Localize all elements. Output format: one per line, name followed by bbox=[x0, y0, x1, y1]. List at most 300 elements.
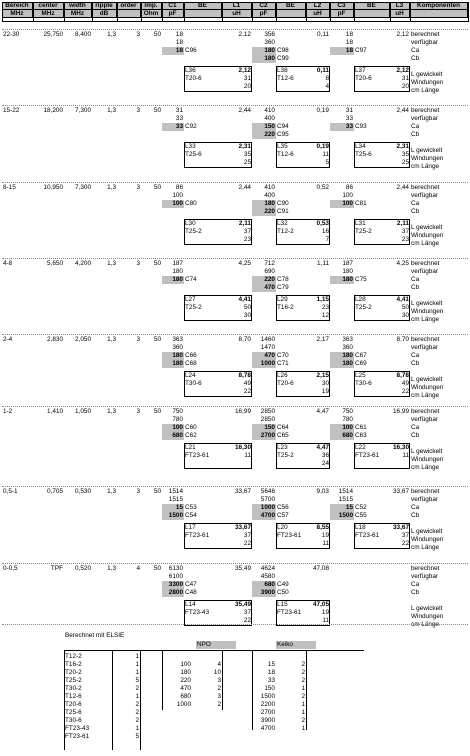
block-1-c2be-1: C95 bbox=[277, 131, 289, 138]
block-6-bereich: 0,5-1 bbox=[3, 488, 18, 495]
grid-line bbox=[2, 2, 468, 3]
block-6-coil1-type-1: FT23-61 bbox=[185, 532, 210, 539]
block-6-c1-2: 15 bbox=[162, 504, 184, 512]
header-unit-15 bbox=[410, 10, 468, 18]
block-3-komp-1: verfügbar bbox=[411, 268, 438, 275]
block-6-imp: 50 bbox=[153, 488, 161, 495]
toroid-8: T30-6 bbox=[65, 717, 82, 724]
block-3-coil2-box bbox=[276, 295, 330, 321]
header-unit-6: pF bbox=[162, 10, 184, 18]
keiko-1: 18 bbox=[267, 669, 275, 676]
block-5-komp-0: berechnet bbox=[411, 408, 440, 415]
block-7-c1be-1: C48 bbox=[185, 589, 197, 596]
block-1-coil1-box bbox=[184, 142, 252, 168]
grid-line bbox=[2, 182, 468, 183]
block-5-coil3-type-0: L22 bbox=[355, 444, 366, 451]
block-2-c2-3: 220 bbox=[252, 208, 276, 216]
block-2-c2-2: 180 bbox=[252, 200, 276, 208]
block-5-c1-0: 750 bbox=[172, 408, 183, 415]
block-4-komp-4: L gewickelt bbox=[411, 376, 443, 383]
grid-line bbox=[33, 2, 34, 22]
block-2-coil2-val-0: 0,53 bbox=[316, 220, 329, 227]
block-7-coil1-type-0: L14 bbox=[185, 601, 196, 608]
block-4-coil3-val-0: 8,78 bbox=[396, 372, 409, 379]
block-4-coil3-val-1: 49 bbox=[401, 380, 409, 387]
block-1-komp-1: verfügbar bbox=[411, 115, 438, 122]
block-3-c1-0: 187 bbox=[172, 260, 183, 267]
block-5-komp-2: Ca bbox=[411, 424, 420, 431]
block-7-coil1-val-0: 35,49 bbox=[235, 601, 251, 608]
block-7-c2be-0: C49 bbox=[277, 581, 289, 588]
block-1-center: 18,200 bbox=[43, 107, 63, 114]
block-5-coil3-type-1: FT23-61 bbox=[355, 452, 380, 459]
header-unit-9: pF bbox=[252, 10, 276, 18]
block-4-c2be-0: C70 bbox=[277, 352, 289, 359]
block-6-komp-5: Windungen bbox=[411, 536, 444, 543]
toroid-6: T20-6 bbox=[65, 701, 82, 708]
block-1-c3-0: 31 bbox=[345, 107, 353, 114]
block-7-bereich: 0-0,5 bbox=[3, 565, 18, 572]
keiko-count-7: 2 bbox=[301, 717, 305, 724]
block-0-coil2-type-0: L38 bbox=[277, 67, 288, 74]
toroid-10: FT23-61 bbox=[65, 733, 90, 740]
block-2-l2: 0,52 bbox=[316, 184, 329, 191]
block-2-c1-1: 100 bbox=[172, 192, 183, 199]
block-7-c2-0: 4624 bbox=[260, 565, 275, 572]
block-2-coil3-type-1: T25-2 bbox=[355, 228, 372, 235]
block-2-c3be-0: C81 bbox=[355, 200, 367, 207]
block-7-l2: 47,08 bbox=[313, 565, 329, 572]
block-7-c1-0: 6130 bbox=[168, 565, 183, 572]
header-9: C2 bbox=[252, 2, 276, 10]
grid-line bbox=[222, 650, 223, 710]
footer-title: Berechnet mit ELSIE bbox=[65, 632, 125, 639]
block-2-coil2-box bbox=[276, 219, 330, 245]
block-2-coil3-type-0: L31 bbox=[355, 220, 366, 227]
block-5-c2be-1: C65 bbox=[277, 432, 289, 439]
block-2-c2be-0: C90 bbox=[277, 200, 289, 207]
keiko-3: 150 bbox=[264, 685, 275, 692]
keiko-count-5: 1 bbox=[301, 701, 305, 708]
grid-line bbox=[162, 650, 163, 710]
block-1-coil2-val-1: 11 bbox=[322, 151, 329, 158]
block-5-imp: 50 bbox=[153, 408, 161, 415]
header-12: C3 bbox=[330, 2, 354, 10]
header-unit-11: uH bbox=[306, 10, 330, 18]
header-3: ripple bbox=[92, 2, 117, 10]
block-1-ripple: 1,3 bbox=[107, 107, 116, 114]
keiko-count-2: 2 bbox=[301, 677, 305, 684]
npo-count-2: 3 bbox=[217, 677, 221, 684]
block-5-c2-3: 2700 bbox=[252, 432, 276, 440]
block-1-coil1-type-1: T25-6 bbox=[185, 151, 202, 158]
block-4-coil1-val-2: 22 bbox=[243, 388, 251, 395]
header-13: BE bbox=[354, 2, 390, 10]
block-0-coil3-val-0: 2,12 bbox=[396, 67, 409, 74]
block-2-ripple: 1,3 bbox=[107, 184, 116, 191]
toroid-7: T25-6 bbox=[65, 709, 82, 716]
block-5-komp-4: L gewickelt bbox=[411, 448, 443, 455]
block-2-coil3-box bbox=[354, 219, 410, 245]
block-1-c1-1: 33 bbox=[175, 115, 183, 122]
npo-3: 470 bbox=[180, 685, 191, 692]
block-5-coil1-type-0: L21 bbox=[185, 444, 196, 451]
block-5-c1be-1: C62 bbox=[185, 432, 197, 439]
block-1-coil3-val-0: 2,31 bbox=[396, 143, 409, 150]
block-6-c3-2: 15 bbox=[330, 504, 354, 512]
keiko-2: 33 bbox=[267, 677, 275, 684]
block-7-coil2-val-2: 11 bbox=[322, 617, 329, 624]
block-0-l2: 0,11 bbox=[317, 31, 329, 38]
block-6-l3: 33,67 bbox=[393, 488, 409, 495]
block-5-coil3-val-0: 16,30 bbox=[393, 444, 409, 451]
grid-line bbox=[64, 650, 364, 651]
block-6-komp-4: L gewickelt bbox=[411, 528, 443, 535]
block-0-c2-2: 180 bbox=[252, 47, 276, 55]
block-6-ripple: 1,3 bbox=[107, 488, 116, 495]
block-5-coil1-val-1: 11 bbox=[244, 452, 251, 459]
block-2-coil1-val-2: 23 bbox=[243, 236, 251, 243]
block-3-komp-6: cm Länge bbox=[411, 316, 440, 323]
block-5-c3-0: 750 bbox=[342, 408, 353, 415]
npo-count-5: 2 bbox=[217, 701, 221, 708]
block-5-center: 1,410 bbox=[47, 408, 63, 415]
block-0-c1-0: 18 bbox=[175, 31, 183, 38]
block-2-komp-4: L gewickelt bbox=[411, 224, 443, 231]
block-3-c2-1: 690 bbox=[264, 268, 275, 275]
block-7-ripple: 1,3 bbox=[107, 565, 116, 572]
block-0-komp-5: Windungen bbox=[411, 79, 444, 86]
block-1-c3-2: 33 bbox=[330, 123, 354, 131]
block-3-c2be-0: C78 bbox=[277, 276, 289, 283]
toroid-count-8: 2 bbox=[135, 717, 139, 724]
block-6-c2be-0: C56 bbox=[277, 504, 289, 511]
block-6-coil1-val-1: 37 bbox=[243, 532, 251, 539]
block-5-width: 1,050 bbox=[75, 408, 91, 415]
header-unit-0: MHz bbox=[2, 10, 33, 18]
block-7-c2be-1: C50 bbox=[277, 589, 289, 596]
block-5-c3be-0: C61 bbox=[355, 424, 367, 431]
block-3-coil1-val-2: 30 bbox=[243, 312, 251, 319]
npo-count-3: 2 bbox=[217, 685, 221, 692]
header-5: Imp. bbox=[141, 2, 162, 10]
block-2-coil1-box bbox=[184, 219, 252, 245]
block-7-komp-3: Cb bbox=[411, 589, 420, 596]
block-3-komp-2: Ca bbox=[411, 276, 420, 283]
block-4-coil2-box bbox=[276, 371, 330, 397]
grid-line bbox=[2, 2, 3, 22]
toroid-count-10: 5 bbox=[135, 733, 139, 740]
block-7-c1-2: 3300 bbox=[162, 581, 184, 589]
block-5-c2-2: 150 bbox=[252, 424, 276, 432]
block-3-l1: 4,25 bbox=[238, 260, 251, 267]
toroid-count-0: 1 bbox=[135, 653, 139, 660]
grid-line bbox=[2, 258, 468, 259]
grid-line bbox=[276, 2, 277, 22]
keiko-count-4: 2 bbox=[301, 693, 305, 700]
header-unit-8: uH bbox=[222, 10, 252, 18]
block-2-coil3-val-0: 2,11 bbox=[396, 220, 409, 227]
block-5-coil1-box bbox=[184, 443, 252, 469]
block-3-imp: 50 bbox=[153, 260, 161, 267]
block-3-coil3-val-1: 50 bbox=[401, 304, 409, 311]
grid-line bbox=[252, 2, 253, 22]
block-5-coil2-val-0: 4,47 bbox=[316, 444, 329, 451]
block-3-coil3-val-2: 30 bbox=[401, 312, 409, 319]
block-4-coil2-val-0: 2,15 bbox=[316, 372, 329, 379]
block-0-coil1-val-1: 31 bbox=[243, 75, 251, 82]
block-4-komp-1: verfügbar bbox=[411, 344, 438, 351]
block-3-komp-0: berechnet bbox=[411, 260, 440, 267]
header-14: L3 bbox=[390, 2, 410, 10]
block-7-imp: 50 bbox=[153, 565, 161, 572]
block-6-coil2-box bbox=[276, 523, 330, 549]
block-4-coil1-val-1: 49 bbox=[243, 380, 251, 387]
block-5-c1-3: 680 bbox=[162, 432, 184, 440]
block-6-c1be-0: C53 bbox=[185, 504, 197, 511]
block-4-bereich: 2-4 bbox=[3, 336, 13, 343]
block-2-komp-3: Cb bbox=[411, 208, 420, 215]
block-3-coil1-val-0: 4,41 bbox=[238, 296, 251, 303]
block-7-c2-1: 4580 bbox=[260, 573, 275, 580]
block-0-width: 8,400 bbox=[75, 31, 91, 38]
block-1-komp-5: Windungen bbox=[411, 155, 444, 162]
keiko-0: 15 bbox=[267, 661, 275, 668]
block-3-order: 3 bbox=[136, 260, 140, 267]
block-1-c1-2: 33 bbox=[162, 123, 184, 131]
block-4-c3-1: 360 bbox=[342, 344, 353, 351]
block-2-coil1-val-1: 37 bbox=[243, 228, 251, 235]
block-4-ripple: 1,3 bbox=[107, 336, 116, 343]
block-7-komp-5: Windungen bbox=[411, 613, 444, 620]
block-3-coil3-val-0: 4,41 bbox=[396, 296, 409, 303]
keiko-7: 3900 bbox=[260, 717, 275, 724]
block-1-komp-3: Cb bbox=[411, 131, 420, 138]
block-4-order: 3 bbox=[136, 336, 140, 343]
block-5-c1be-0: C60 bbox=[185, 424, 197, 431]
block-4-coil3-type-0: L25 bbox=[355, 372, 366, 379]
block-6-coil2-val-0: 8,55 bbox=[316, 524, 329, 531]
block-4-c3be-0: C67 bbox=[355, 352, 367, 359]
block-0-c2-0: 356 bbox=[264, 31, 275, 38]
grid-line bbox=[2, 105, 468, 106]
block-5-coil2-box bbox=[276, 443, 330, 469]
block-3-c3-1: 180 bbox=[342, 268, 353, 275]
block-3-l3: 4,25 bbox=[396, 260, 409, 267]
block-3-center: 5,650 bbox=[47, 260, 63, 267]
block-3-bereich: 4-8 bbox=[3, 260, 13, 267]
block-1-coil1-val-2: 25 bbox=[243, 159, 251, 166]
block-3-c2be-1: C79 bbox=[277, 284, 289, 291]
block-5-coil2-val-2: 24 bbox=[321, 460, 329, 467]
block-1-c1-0: 31 bbox=[175, 107, 183, 114]
block-1-c2-2: 150 bbox=[252, 123, 276, 131]
toroid-9: FT23-43 bbox=[65, 725, 90, 732]
block-7-coil2-box bbox=[276, 600, 330, 626]
block-6-komp-1: verfügbar bbox=[411, 496, 438, 503]
block-0-ripple: 1,3 bbox=[107, 31, 116, 38]
block-6-c3-0: 1514 bbox=[338, 488, 353, 495]
block-1-komp-4: L gewickelt bbox=[411, 147, 443, 154]
block-6-order: 3 bbox=[136, 488, 140, 495]
keiko-count-3: 1 bbox=[301, 685, 305, 692]
block-2-c1-2: 100 bbox=[162, 200, 184, 208]
block-4-c2-2: 470 bbox=[252, 352, 276, 360]
block-2-order: 3 bbox=[136, 184, 140, 191]
block-5-coil2-val-1: 36 bbox=[321, 452, 329, 459]
block-4-komp-0: berechnet bbox=[411, 336, 440, 343]
block-5-l3: 16,99 bbox=[393, 408, 409, 415]
block-2-bereich: 8-15 bbox=[3, 184, 16, 191]
block-7-komp-1: verfügbar bbox=[411, 573, 438, 580]
block-1-c1be-0: C92 bbox=[185, 123, 197, 130]
block-0-komp-1: verfügbar bbox=[411, 39, 438, 46]
header-15: Komponenten bbox=[410, 2, 468, 10]
header-2: width bbox=[64, 2, 92, 10]
block-5-c3-3: 680 bbox=[330, 432, 354, 440]
keiko-6: 2700 bbox=[260, 709, 275, 716]
block-1-komp-0: berechnet bbox=[411, 107, 440, 114]
keiko-count-8: 1 bbox=[301, 725, 305, 732]
block-0-coil1-box bbox=[184, 66, 252, 92]
block-6-c3be-1: C55 bbox=[355, 512, 367, 519]
block-6-c1be-1: C54 bbox=[185, 512, 197, 519]
keiko-4: 1500 bbox=[260, 693, 275, 700]
block-5-c3-1: 780 bbox=[342, 416, 353, 423]
block-7-coil2-type-1: FT23-61 bbox=[277, 609, 302, 616]
block-2-komp-1: verfügbar bbox=[411, 192, 438, 199]
grid-line bbox=[2, 406, 468, 407]
block-5-komp-5: Windungen bbox=[411, 456, 444, 463]
block-1-komp-2: Ca bbox=[411, 123, 420, 130]
block-7-coil2-val-1: 19 bbox=[321, 609, 329, 616]
block-0-coil2-val-0: 0,11 bbox=[316, 67, 329, 74]
block-3-coil2-type-1: T16-2 bbox=[277, 304, 294, 311]
grid-line bbox=[410, 2, 411, 22]
block-6-coil1-type-0: L17 bbox=[185, 524, 196, 531]
block-0-center: 25,750 bbox=[43, 31, 63, 38]
block-4-c1-0: 363 bbox=[172, 336, 183, 343]
block-1-coil3-val-1: 35 bbox=[401, 151, 409, 158]
block-5-bereich: 1-2 bbox=[3, 408, 13, 415]
block-3-c2-3: 470 bbox=[252, 284, 276, 292]
block-2-l1: 2,44 bbox=[238, 184, 251, 191]
grid-line bbox=[64, 650, 65, 750]
block-7-width: 0,520 bbox=[75, 565, 91, 572]
toroid-count-3: 5 bbox=[135, 677, 139, 684]
block-1-coil3-val-2: 25 bbox=[401, 159, 409, 166]
toroid-2: T20-2 bbox=[65, 669, 82, 676]
block-7-center: TPF bbox=[50, 565, 63, 572]
block-0-coil2-type-1: T12-6 bbox=[277, 75, 294, 82]
block-0-komp-4: L gewickelt bbox=[411, 71, 443, 78]
block-1-l3: 2,44 bbox=[396, 107, 409, 114]
block-4-c2-3: 1000 bbox=[252, 360, 276, 368]
block-2-coil3-val-1: 37 bbox=[401, 228, 409, 235]
grid-line bbox=[330, 2, 331, 22]
block-3-c1be-0: C74 bbox=[185, 276, 197, 283]
block-4-c1-3: 180 bbox=[162, 360, 184, 368]
block-3-komp-4: L gewickelt bbox=[411, 300, 443, 307]
block-0-c3-1: 18 bbox=[345, 39, 353, 46]
block-2-komp-6: cm Länge bbox=[411, 240, 440, 247]
block-6-coil2-type-1: FT23-61 bbox=[277, 532, 302, 539]
block-7-c2-3: 3900 bbox=[252, 589, 276, 597]
block-3-komp-5: Windungen bbox=[411, 308, 444, 315]
block-0-c1-1: 18 bbox=[175, 39, 183, 46]
block-7-c1be-0: C47 bbox=[185, 581, 197, 588]
block-1-bereich: 15-22 bbox=[3, 107, 20, 114]
block-2-c3-2: 100 bbox=[330, 200, 354, 208]
block-4-c3-2: 180 bbox=[330, 352, 354, 360]
block-6-c2-2: 1000 bbox=[252, 504, 276, 512]
block-1-coil3-type-0: L34 bbox=[355, 143, 366, 150]
block-7-l1: 35,49 bbox=[235, 565, 251, 572]
grid-line bbox=[92, 2, 93, 22]
block-5-l2: 4,47 bbox=[316, 408, 329, 415]
block-4-c1be-1: C68 bbox=[185, 360, 197, 367]
npo-0: 100 bbox=[180, 661, 191, 668]
block-6-komp-0: berechnet bbox=[411, 488, 440, 495]
block-5-c1-2: 100 bbox=[162, 424, 184, 432]
block-3-c3be-0: C75 bbox=[355, 276, 367, 283]
block-6-coil3-val-1: 37 bbox=[401, 532, 409, 539]
block-1-l1: 2,44 bbox=[238, 107, 251, 114]
block-1-komp-6: cm Länge bbox=[411, 163, 440, 170]
block-4-c3-3: 180 bbox=[330, 360, 354, 368]
block-2-width: 7,300 bbox=[75, 184, 91, 191]
block-7-coil2-val-0: 47,05 bbox=[313, 601, 329, 608]
block-4-l3: 8,70 bbox=[396, 336, 409, 343]
block-2-c3-0: 86 bbox=[345, 184, 353, 191]
npo-1: 180 bbox=[180, 669, 191, 676]
block-2-center: 10,950 bbox=[43, 184, 63, 191]
block-7-l3 bbox=[390, 565, 410, 573]
header-unit-14: uH bbox=[390, 10, 410, 18]
block-4-c1-2: 180 bbox=[162, 352, 184, 360]
block-3-c2-0: 712 bbox=[264, 260, 275, 267]
block-6-coil3-val-0: 33,67 bbox=[393, 524, 409, 531]
block-4-coil3-box bbox=[354, 371, 410, 397]
block-4-c3-0: 363 bbox=[342, 336, 353, 343]
block-7-c1-3: 2800 bbox=[162, 589, 184, 597]
block-6-coil2-type-0: L20 bbox=[277, 524, 288, 531]
block-4-coil3-val-2: 22 bbox=[401, 388, 409, 395]
block-3-komp-3: Cb bbox=[411, 284, 420, 291]
block-4-komp-3: Cb bbox=[411, 360, 420, 367]
block-0-komp-0: berechnet bbox=[411, 31, 440, 38]
block-6-l2: 9,03 bbox=[316, 488, 329, 495]
block-6-c2-1: 5700 bbox=[260, 496, 275, 503]
block-2-c1be-0: C80 bbox=[185, 200, 197, 207]
block-6-c2-3: 4700 bbox=[252, 512, 276, 520]
grid-line bbox=[64, 2, 65, 22]
block-0-c2-1: 360 bbox=[264, 39, 275, 46]
block-1-c3be-0: C93 bbox=[355, 123, 367, 130]
block-6-c2be-1: C57 bbox=[277, 512, 289, 519]
block-0-c2be-1: C99 bbox=[277, 55, 289, 62]
header-unit-10 bbox=[276, 10, 306, 18]
block-5-c2-0: 2850 bbox=[260, 408, 275, 415]
grid-line bbox=[354, 2, 355, 22]
block-5-ripple: 1,3 bbox=[107, 408, 116, 415]
block-6-coil1-val-0: 33,67 bbox=[235, 524, 251, 531]
block-1-imp: 50 bbox=[153, 107, 161, 114]
block-7-c1-1: 6100 bbox=[168, 573, 183, 580]
block-7-komp-2: Ca bbox=[411, 581, 420, 588]
block-3-c2-2: 220 bbox=[252, 276, 276, 284]
block-1-coil2-val-0: 0,19 bbox=[316, 143, 329, 150]
